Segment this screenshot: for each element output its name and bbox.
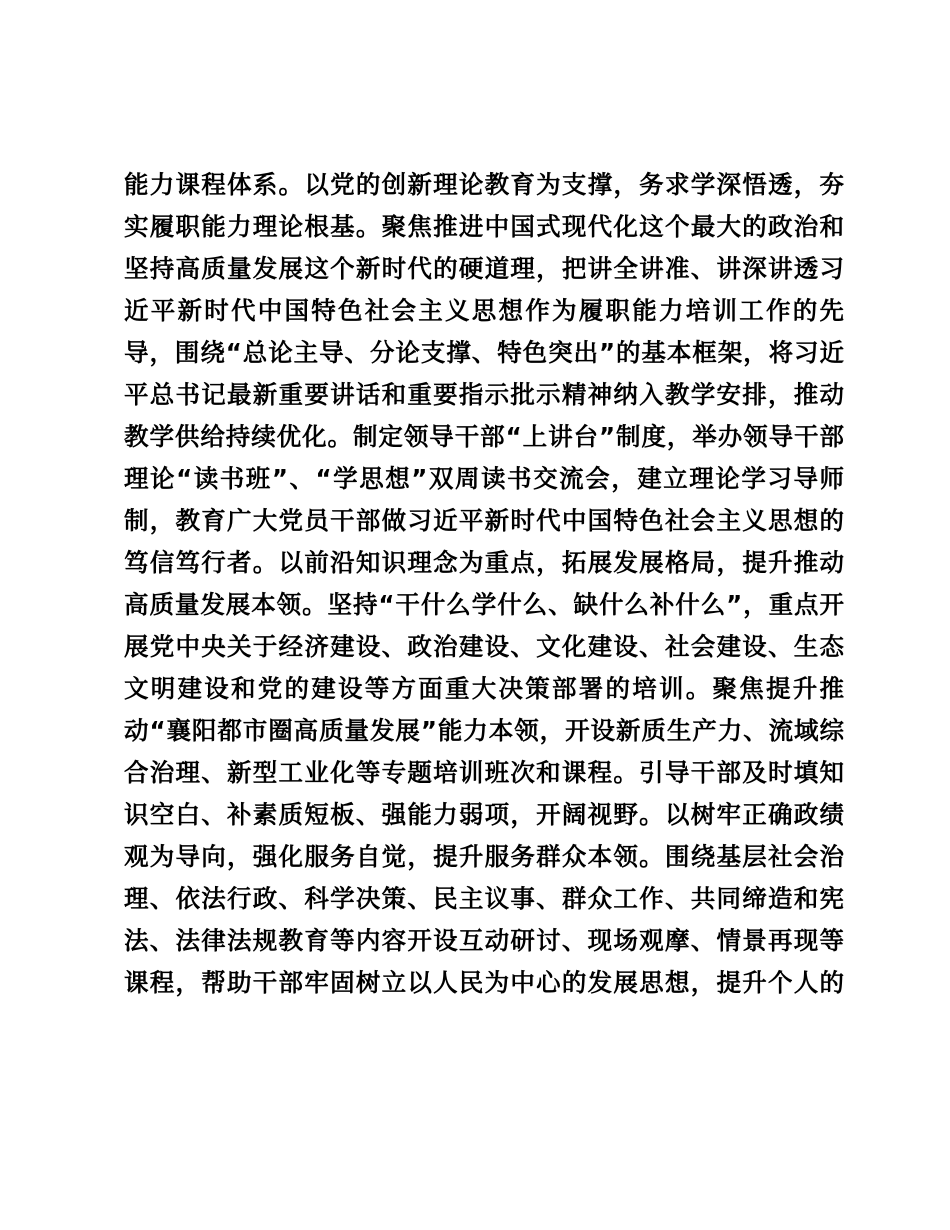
text-line: 坚持高质量发展这个新时代的硬道理，把讲全讲准、讲深讲透习: [124, 254, 844, 283]
text-line: 能力课程体系。以党的创新理论教育为支撑，务求学深悟透，夯: [124, 170, 844, 199]
text-line: 理论“读书班”、“学思想”双周读书交流会，建立理论学习导师: [124, 464, 844, 493]
text-line: 观为导向，强化服务自觉，提升服务群众本领。围绕基层社会治: [124, 842, 844, 871]
body-paragraph: [124, 164, 844, 1004]
text-line: 近平新时代中国特色社会主义思想作为履职能力培训工作的先: [124, 296, 844, 325]
text-line: 识空白、补素质短板、强能力弱项，开阔视野。以树牢正确政绩: [124, 800, 844, 829]
text-line: 法、法律法规教育等内容开设互动研讨、现场观摩、情景再现等: [124, 926, 844, 955]
text-line: 展党中央关于经济建设、政治建设、文化建设、社会建设、生态: [124, 632, 844, 661]
text-line: 笃信笃行者。以前沿知识理念为重点，拓展发展格局，提升推动: [124, 548, 844, 577]
text-line: 理、依法行政、科学决策、民主议事、群众工作、共同缔造和宪: [124, 884, 844, 913]
text-line: 教学供给持续优化。制定领导干部“上讲台”制度，举办领导干部: [124, 422, 844, 451]
text-line: 课程，帮助干部牢固树立以人民为中心的发展思想，提升个人的: [124, 968, 844, 997]
text-line: 文明建设和党的建设等方面重大决策部署的培训。聚焦提升推: [124, 674, 844, 703]
text-line: 导，围绕“总论主导、分论支撑、特色突出”的基本框架，将习近: [124, 338, 844, 367]
text-line: 制，教育广大党员干部做习近平新时代中国特色社会主义思想的: [124, 506, 844, 535]
text-line: 合治理、新型工业化等专题培训班次和课程。引导干部及时填知: [124, 758, 844, 787]
text-line: 动“襄阳都市圈高质量发展”能力本领，开设新质生产力、流域综: [124, 716, 844, 745]
text-line: 高质量发展本领。坚持“干什么学什么、缺什么补什么”，重点开: [124, 590, 844, 619]
text-line: 实履职能力理论根基。聚焦推进中国式现代化这个最大的政治和: [124, 212, 844, 241]
text-line: 平总书记最新重要讲话和重要指示批示精神纳入教学安排，推动: [124, 380, 844, 409]
